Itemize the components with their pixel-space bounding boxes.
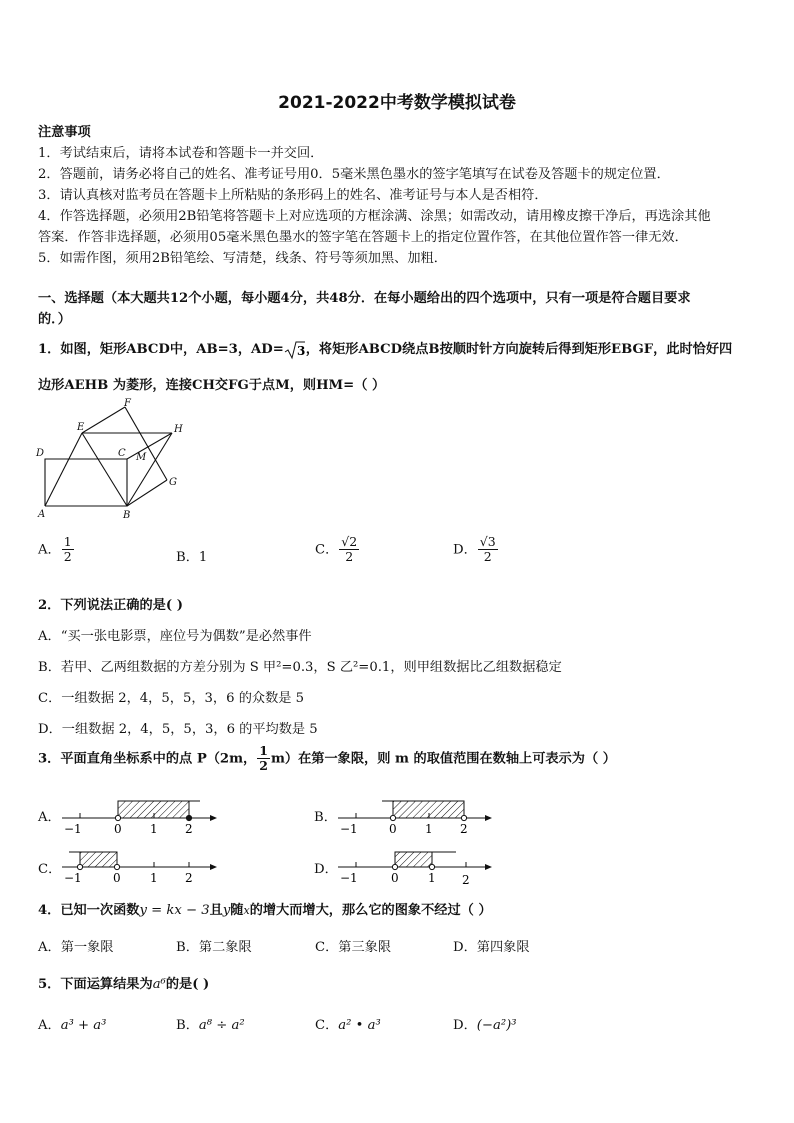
notice-item: 2．答题前，请务必将自己的姓名、准考证号用0．5毫米黑色墨水的签字笔填写在试卷及答题卡的规定位置． [38,167,670,182]
svg-text:−1: −1 [340,871,358,885]
option-d[interactable]: D．(−a²)³ [453,1018,517,1033]
svg-text:2: 2 [185,822,193,836]
svg-text:−1: −1 [64,822,82,836]
svg-text:0: 0 [391,871,399,885]
svg-text:−1: −1 [340,822,358,836]
question-5-stem: 5．下面运算结果为a⁶的是( ) [38,977,210,992]
option-b[interactable]: B．第二象限 [176,940,252,955]
option-c[interactable]: C． $\frac{√2}{2}$ [315,534,358,565]
paper-title: 2021-2022中考数学模拟试卷 [278,93,516,113]
section-heading-cont: 的．） [38,312,71,327]
option-c-label[interactable]: C． [38,862,62,877]
svg-text:2: 2 [460,822,468,836]
option-d[interactable]: D．一组数据 2，4，5，5，3，6 的平均数是 5 [38,722,318,737]
fraction: $\frac{√3}{2}$ [479,534,496,565]
option-c[interactable]: C．a² • a³ [315,1018,381,1033]
question-1-stem-cont: 边形AEHB 为菱形，连接CH交FG于点M，则HM=（ ） [38,378,386,393]
notice-item: 4．作答选择题，必须用2B铅笔将答题卡上对应选项的方框涂满、涂黑；如需改动，请用橡皮擦干净后，再选涂其他 [38,209,711,224]
option-d-label[interactable]: D． [314,862,338,877]
option-b[interactable]: B．a⁸ ÷ a² [176,1018,245,1033]
option-b-label[interactable]: B． [314,810,337,825]
number-line-a [62,801,217,836]
option-b[interactable]: B．若甲、乙两组数据的方差分别为 S 甲²=0.3，S 乙²=0.1，则甲组数据比乙组数据稳定 [38,660,562,675]
svg-text:A: A [38,509,46,520]
fraction: $\frac{1}{2}$ [63,534,72,565]
notice-heading: 注意事项 [38,125,91,140]
option-c[interactable]: C．一组数据 2，4，5，5，3，6 的众数是 5 [38,691,305,706]
svg-text:H: H [174,424,183,435]
option-a[interactable]: A．第一象限 [38,940,114,955]
notice-item: 答案．作答非选择题，必须用05毫米黑色墨水的签字笔在答题卡上的指定位置作答，在其他位置作答一律无效． [38,230,688,245]
notice-item: 1．考试结束后，请将本试卷和答题卡一并交回． [38,146,324,161]
svg-text:1: 1 [150,822,158,836]
svg-text:2: 2 [185,871,193,885]
svg-text:F: F [124,398,131,409]
option-d[interactable]: D． $\frac{√3}{2}$ [453,534,496,565]
svg-text:B: B [123,510,131,521]
svg-text:E: E [77,422,85,433]
notice-item: 5．如需作图，须用2B铅笔绘、写清楚，线条、符号等须加黑、加粗． [38,251,447,266]
question-1-figure [30,396,190,524]
number-line-b [338,801,492,836]
option-d[interactable]: D．第四象限 [453,940,530,955]
svg-text:D: D [36,448,45,459]
svg-text:3: 3 [296,343,306,358]
question-3-stem: 3．平面直角坐标系中的点 P（2m， $\frac{1}{2}$ m）在第一象限，则 m 的取值范围在数轴上可表示为（ ） [38,743,616,774]
svg-text:1: 1 [425,822,433,836]
svg-text:0: 0 [389,822,397,836]
svg-text:−1: −1 [64,871,82,885]
notice-item: 3．请认真核对监考员在答题卡上所粘贴的条形码上的姓名、准考证号与本人是否相符． [38,188,548,203]
option-a[interactable]: A． $\frac{1}{2}$ [38,534,72,565]
svg-text:0: 0 [113,871,121,885]
svg-text:M: M [136,452,147,463]
svg-text:C: C [118,448,126,459]
option-a-label[interactable]: A． [38,810,61,825]
option-c[interactable]: C．第三象限 [315,940,392,955]
option-b[interactable]: B．1 [176,550,208,565]
number-line-d [338,852,492,887]
question-1-stem: 1．如图，矩形ABCD中，AB=3，AD= 3 ，将矩形ABCD绕点B按顺时针方向旋转后得到矩形EBGF，此时恰好四 [38,338,732,360]
number-line-c [62,852,217,885]
svg-text:0: 0 [114,822,122,836]
fraction: $\frac{√2}{2}$ [341,534,358,565]
section-heading: 一、选择题（本大题共12个小题，每小题4分，共48分．在每小题给出的四个选项中，只有一项是符合题目要求 [38,291,691,306]
fraction: $\frac{1}{2}$ [259,743,268,774]
sqrt-symbol [284,340,306,360]
svg-text:G: G [169,477,177,488]
svg-text:2: 2 [462,873,470,887]
svg-text:1: 1 [150,871,158,885]
question-4-stem: 4．已知一次函数y = kx − 3且y随x的增大而增大，那么它的图象不经过（ ） [38,903,492,918]
svg-text:1: 1 [428,871,436,885]
option-a[interactable]: A．a³ + a³ [38,1018,107,1033]
question-2-stem: 2．下列说法正确的是( ) [38,598,183,613]
option-a[interactable]: A．“买一张电影票，座位号为偶数”是必然事件 [38,629,312,644]
